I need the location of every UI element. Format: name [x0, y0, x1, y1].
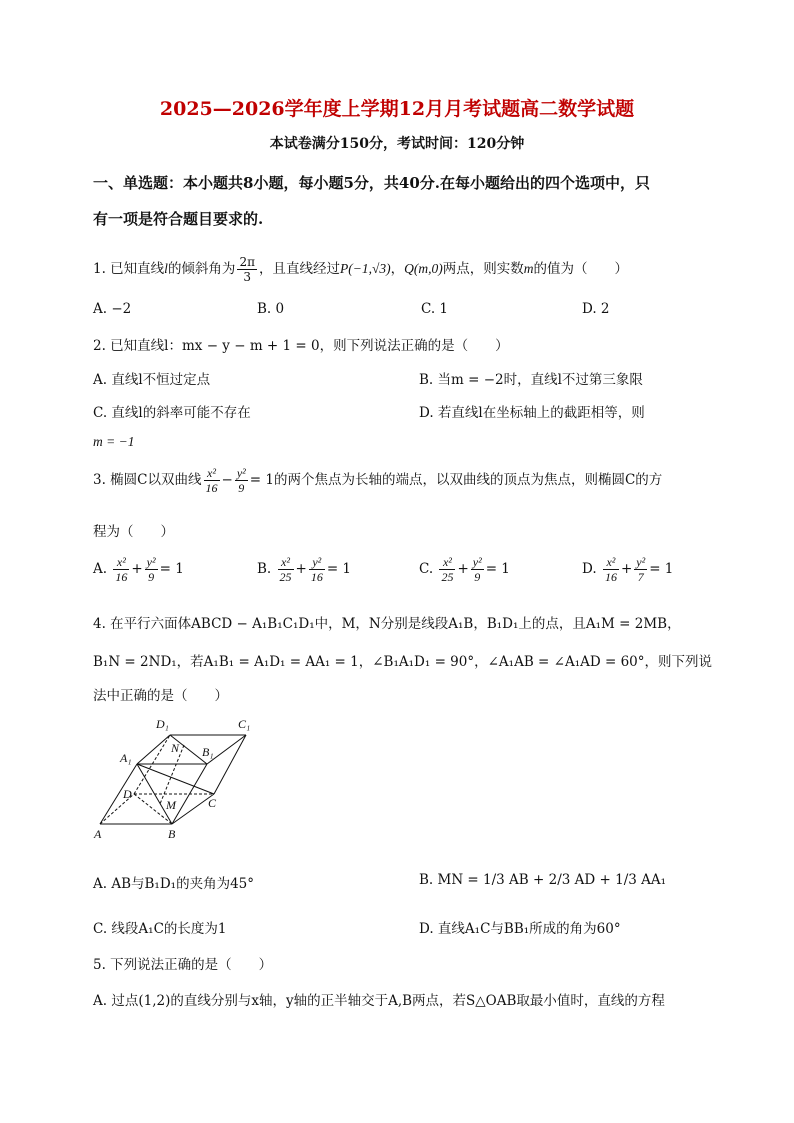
q3-option-c: [419, 555, 510, 584]
q1-option-d: D. 2: [582, 301, 610, 317]
q3-a-plus: +: [131, 561, 143, 577]
q1-text-a: 1. 已知直线: [93, 261, 165, 277]
q3-frac-y-den: 9: [238, 481, 245, 495]
q3-b-rhs: = 1: [326, 561, 352, 577]
q1-angle-fraction: [237, 255, 257, 284]
q4-option-b: B. MN = 1/3 AB + 2/3 AD + 1/3 AA₁: [419, 872, 667, 888]
parallelepiped-figure: [92, 712, 262, 842]
q3-c-label: C.: [419, 561, 434, 577]
label-m: M: [166, 798, 176, 812]
question-5: 5. 下列说法正确的是（ ）: [93, 957, 273, 973]
q1-point-p: P(−1,√3): [339, 261, 391, 276]
q3-d-xn: x²: [603, 555, 619, 570]
q3-c-yn: y²: [472, 555, 482, 569]
label-c: C: [208, 796, 217, 810]
segment-a1c: [137, 764, 214, 794]
q3-option-b: [257, 555, 351, 584]
q3-b-frac-y: [309, 555, 325, 584]
q3-a-label: A.: [93, 561, 108, 577]
q4-option-d: D. 直线A₁C与BB₁所成的角为60°: [419, 921, 621, 937]
q3-b-plus: +: [295, 561, 307, 577]
question-2: 2. 已知直线l：mx − y − m + 1 = 0，则下列说法正确的是（ ）: [93, 338, 509, 354]
q3-d-frac-y: [634, 555, 647, 584]
q1-point-q: Q(m,0): [404, 261, 443, 276]
q3-text-a: 3. 椭圆C以双曲线: [93, 472, 202, 488]
label-d: D: [123, 787, 132, 801]
q2-option-d: D. 若直线l在坐标轴上的截距相等，则: [419, 405, 645, 421]
q1-text-e: 两点，则实数: [442, 261, 524, 277]
q3-a-yn: y²: [146, 555, 156, 569]
q3-a-xd: 16: [115, 570, 128, 584]
q3-d-frac-x: [603, 555, 619, 584]
q1-text-d: ，: [390, 261, 405, 277]
q3-a-yd: 9: [148, 570, 155, 584]
label-n: N: [171, 741, 180, 755]
q3-d-plus: +: [620, 561, 633, 577]
q3-c-yd: 9: [474, 570, 481, 584]
q3-b-frac-x: [278, 555, 294, 584]
section-heading-line1: 一、单选题：本小题共8小题，每小题5分，共40分.在每小题给出的四个选项中，只: [93, 174, 650, 192]
question-3: [93, 466, 662, 495]
q2-option-a: A. 直线l不恒过定点: [93, 372, 211, 388]
q3-d-rhs: = 1: [649, 561, 674, 577]
q3-frac-x: [204, 466, 220, 495]
q1-text-f: 的值为（ ）: [533, 261, 628, 277]
label-b: B: [168, 827, 176, 841]
q1-frac-num: 2π: [239, 255, 255, 269]
q3-frac-y-num: y²: [236, 466, 246, 480]
q3-d-yd: 7: [637, 570, 644, 584]
q3-a-xn: x²: [113, 555, 129, 570]
q3-b-yd: 16: [310, 570, 323, 584]
q3-a-frac-x: [113, 555, 129, 584]
q1-frac-den: 3: [243, 270, 252, 284]
q3-minus: −: [221, 472, 233, 488]
q3-d-xd: 16: [604, 570, 617, 584]
q3-c-xd: 25: [441, 570, 454, 584]
q4-option-c: C. 线段A₁C的长度为1: [93, 921, 227, 937]
q3-frac-y: [235, 466, 248, 495]
edge-a1d1: [137, 735, 170, 764]
label-b1: B₁: [202, 745, 214, 759]
q1-text-b: 的倾斜角为: [167, 261, 236, 277]
question-1: [93, 255, 628, 284]
question-4-line-1: 4. 在平行六面体ABCD − A₁B₁C₁D₁中，M，N分别是线段A₁B，B₁D₁上的点，且A₁M = 2MB，: [93, 616, 681, 632]
page-title: 2025—2026学年度上学期12月月考试题高二数学试题: [159, 98, 635, 120]
label-c1: C₁: [238, 717, 251, 731]
q3-text-b: = 1的两个焦点为长轴的端点，以双曲线的顶点为焦点，则椭圆C的方: [249, 472, 663, 488]
q3-c-rhs: = 1: [485, 561, 510, 577]
q5-option-a: A. 过点(1,2)的直线分别与x轴，y轴的正半轴交于A,B两点，若S△OAB取最小值时，直线的方程: [93, 993, 665, 1009]
q3-b-xn: x²: [278, 555, 294, 570]
label-d1: D₁: [156, 717, 169, 731]
edge-cc1: [214, 735, 246, 794]
q3-b-yn: y²: [309, 555, 325, 570]
q3-frac-x-den: 16: [205, 481, 218, 495]
q2-option-b: B. 当m = −2时，直线l不过第三象限: [419, 372, 643, 388]
q3-d-label: D.: [582, 561, 597, 577]
q3-frac-x-num: x²: [204, 466, 220, 481]
q1-var-m: m: [523, 261, 534, 276]
section-heading-line2: 有一项是符合题目要求的.: [93, 210, 264, 228]
q1-var-l: l: [164, 261, 168, 276]
q3-c-xn: x²: [439, 555, 455, 570]
label-a1: A₁: [120, 751, 132, 765]
exam-info: 本试卷满分150分，考试时间：120分钟: [269, 136, 525, 152]
q1-option-c: C. 1: [421, 301, 449, 317]
label-a: A: [94, 827, 102, 841]
q3-b-xd: 25: [279, 570, 292, 584]
q3-option-d: [582, 555, 673, 584]
q3-c-frac-x: [439, 555, 455, 584]
q3-option-a: [93, 555, 184, 584]
q3-c-frac-y: [471, 555, 484, 584]
q4-option-a: A. AB与B₁D₁的夹角为45°: [93, 876, 254, 892]
q1-option-a: A. −2: [93, 301, 132, 317]
q3-a-frac-y: [145, 555, 158, 584]
question-4-line-2: B₁N = 2ND₁，若A₁B₁ = A₁D₁ = AA₁ = 1，∠B₁A₁D₁ = 90°，∠A₁AB = ∠A₁AD = 60°，则下列说: [93, 654, 713, 670]
q1-option-b: B. 0: [257, 301, 285, 317]
question-4-line-3: 法中正确的是（ ）: [93, 688, 228, 704]
q3-d-yn: y²: [636, 555, 646, 569]
q3-a-rhs: = 1: [159, 561, 184, 577]
q3-b-label: B.: [257, 561, 272, 577]
q2-option-c: C. 直线l的斜率可能不存在: [93, 405, 251, 421]
q3-c-plus: +: [457, 561, 469, 577]
q2-option-d-continued: m = −1: [93, 434, 135, 449]
q1-text-c: ，且直线经过: [258, 261, 340, 277]
q3-line-2: 程为（ ）: [93, 524, 174, 540]
